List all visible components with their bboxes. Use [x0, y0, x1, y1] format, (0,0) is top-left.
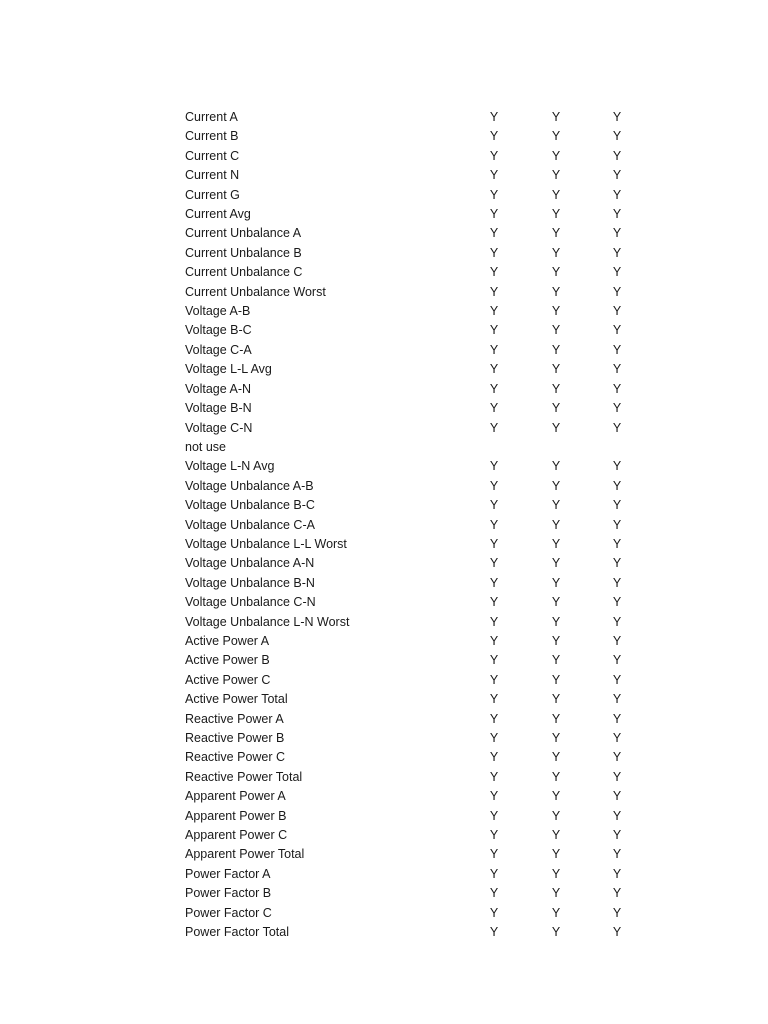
flag-column-1: Y: [489, 517, 499, 532]
measurement-label: Current Avg: [185, 207, 251, 222]
table-row: [185, 360, 645, 379]
flag-column-2: Y: [551, 556, 561, 571]
table-row: [185, 923, 645, 942]
table-row: [185, 457, 645, 476]
measurement-table: [185, 108, 645, 942]
flag-column-3: Y: [612, 886, 622, 901]
measurement-label: Current Unbalance Worst: [185, 284, 326, 299]
table-row: [185, 399, 645, 418]
table-row: [185, 205, 645, 224]
table-row: [185, 845, 645, 864]
measurement-label: Voltage Unbalance A-N: [185, 556, 315, 571]
flag-column-2: Y: [551, 187, 561, 202]
measurement-label: Current N: [185, 168, 240, 183]
measurement-label: Apparent Power Total: [185, 847, 305, 862]
table-row: [185, 748, 645, 767]
flag-column-3: Y: [612, 168, 622, 183]
flag-column-2: Y: [551, 653, 561, 668]
measurement-label: Current Unbalance C: [185, 265, 303, 280]
flag-column-2: Y: [551, 168, 561, 183]
measurement-label: Current B: [185, 129, 239, 144]
flag-column-3: Y: [612, 226, 622, 241]
flag-column-2: Y: [551, 110, 561, 124]
flag-column-3: Y: [612, 905, 622, 920]
flag-column-3: Y: [612, 575, 622, 590]
measurement-label: Reactive Power Total: [185, 769, 303, 784]
measurement-label: Current G: [185, 187, 240, 202]
flag-column-1: Y: [489, 692, 499, 707]
flag-column-1: Y: [489, 653, 499, 668]
measurement-label: Voltage A-N: [185, 381, 252, 396]
measurement-label: Voltage L-L Avg: [185, 362, 272, 377]
flag-column-1: Y: [489, 750, 499, 765]
measurement-label: Current Unbalance A: [185, 226, 302, 241]
flag-column-2: Y: [551, 245, 561, 260]
measurement-label: Voltage C-N: [185, 420, 253, 435]
measurement-label: Current Unbalance B: [185, 245, 302, 260]
flag-column-2: Y: [551, 614, 561, 629]
measurement-label: Active Power C: [185, 672, 271, 687]
flag-column-1: Y: [489, 925, 499, 940]
flag-column-2: Y: [551, 595, 561, 610]
flag-column-2: Y: [551, 536, 561, 551]
flag-column-1: Y: [489, 478, 499, 493]
flag-column-1: Y: [489, 245, 499, 260]
table-row: [185, 729, 645, 748]
table-row: [185, 147, 645, 166]
table-row: [185, 283, 645, 302]
measurement-label: Active Power B: [185, 653, 270, 668]
measurement-label: Power Factor B: [185, 886, 272, 901]
table-row: [185, 651, 645, 670]
flag-column-2: Y: [551, 847, 561, 862]
flag-column-2: Y: [551, 750, 561, 765]
flag-column-2: Y: [551, 575, 561, 590]
flag-column-3: Y: [612, 304, 622, 319]
table-row: [185, 496, 645, 515]
table-row: [185, 380, 645, 399]
flag-column-3: Y: [612, 110, 622, 124]
flag-column-2: Y: [551, 517, 561, 532]
measurement-label: Reactive Power A: [185, 711, 284, 726]
measurement-label: Apparent Power B: [185, 808, 287, 823]
flag-column-3: Y: [612, 517, 622, 532]
flag-column-1: Y: [489, 595, 499, 610]
flag-column-2: Y: [551, 342, 561, 357]
flag-column-1: Y: [489, 847, 499, 862]
flag-column-3: Y: [612, 129, 622, 144]
flag-column-3: Y: [612, 265, 622, 280]
measurement-label: Voltage C-A: [185, 342, 252, 357]
flag-column-1: Y: [489, 731, 499, 745]
table-row: [185, 263, 645, 282]
table-row: [185, 516, 645, 535]
flag-column-3: Y: [612, 789, 622, 804]
flag-column-1: Y: [489, 711, 499, 726]
flag-column-1: Y: [489, 672, 499, 687]
flag-column-1: Y: [489, 459, 499, 474]
flag-column-2: Y: [551, 808, 561, 823]
flag-column-2: Y: [551, 459, 561, 474]
flag-column-1: Y: [489, 498, 499, 513]
flag-column-3: Y: [612, 925, 622, 940]
flag-column-2: Y: [551, 401, 561, 416]
flag-column-2: Y: [551, 731, 561, 745]
measurement-label: Voltage B-N: [185, 401, 252, 416]
flag-column-3: Y: [612, 653, 622, 668]
flag-column-1: Y: [489, 828, 499, 843]
table-row: [185, 787, 645, 806]
flag-column-3: Y: [612, 245, 622, 260]
flag-column-3: Y: [612, 381, 622, 396]
flag-column-2: Y: [551, 478, 561, 493]
flag-column-2: Y: [551, 304, 561, 319]
flag-column-3: Y: [612, 148, 622, 163]
flag-column-3: Y: [612, 498, 622, 513]
flag-column-1: Y: [489, 304, 499, 319]
table-row: [185, 419, 645, 438]
flag-column-1: Y: [489, 769, 499, 784]
flag-column-1: Y: [489, 866, 499, 881]
flag-column-2: Y: [551, 866, 561, 881]
flag-column-2: Y: [551, 905, 561, 920]
measurement-label: Apparent Power A: [185, 789, 286, 804]
flag-column-2: Y: [551, 828, 561, 843]
flag-column-2: Y: [551, 226, 561, 241]
flag-column-1: Y: [489, 226, 499, 241]
flag-column-3: Y: [612, 459, 622, 474]
flag-column-3: Y: [612, 556, 622, 571]
flag-column-1: Y: [489, 556, 499, 571]
table-row: [185, 574, 645, 593]
measurement-label: Reactive Power C: [185, 750, 286, 765]
flag-column-2: Y: [551, 498, 561, 513]
measurement-label: Reactive Power B: [185, 731, 285, 745]
flag-column-1: Y: [489, 284, 499, 299]
measurement-label: Voltage Unbalance L-L Worst: [185, 536, 347, 551]
table-row: [185, 321, 645, 340]
table-row: [185, 807, 645, 826]
flag-column-1: Y: [489, 207, 499, 222]
flag-column-3: Y: [612, 420, 622, 435]
flag-column-2: Y: [551, 362, 561, 377]
flag-column-1: Y: [489, 168, 499, 183]
flag-column-2: Y: [551, 420, 561, 435]
flag-column-2: Y: [551, 148, 561, 163]
flag-column-1: Y: [489, 323, 499, 338]
flag-column-2: Y: [551, 789, 561, 804]
table-row: [185, 302, 645, 321]
flag-column-3: Y: [612, 614, 622, 629]
flag-column-1: Y: [489, 808, 499, 823]
flag-column-2: Y: [551, 381, 561, 396]
flag-column-1: Y: [489, 342, 499, 357]
flag-column-1: Y: [489, 381, 499, 396]
flag-column-2: Y: [551, 207, 561, 222]
flag-column-3: Y: [612, 731, 622, 745]
flag-column-3: Y: [612, 207, 622, 222]
table-row: [185, 186, 645, 205]
measurement-label: Power Factor Total: [185, 925, 289, 940]
measurement-label: Voltage B-C: [185, 323, 252, 338]
table-row: [185, 535, 645, 554]
measurement-label: Power Factor C: [185, 905, 272, 920]
flag-column-3: Y: [612, 284, 622, 299]
measurement-label: Voltage Unbalance C-A: [185, 517, 315, 532]
flag-column-1: Y: [489, 614, 499, 629]
table-row: [185, 224, 645, 243]
flag-column-2: Y: [551, 886, 561, 901]
table-row: [185, 108, 645, 127]
table-row: [185, 593, 645, 612]
measurement-label: Voltage Unbalance A-B: [185, 478, 314, 493]
measurement-label: Apparent Power C: [185, 828, 288, 843]
flag-column-1: Y: [489, 575, 499, 590]
flag-column-1: Y: [489, 633, 499, 648]
flag-column-1: Y: [489, 536, 499, 551]
measurement-label: not use: [185, 439, 227, 454]
flag-column-3: Y: [612, 866, 622, 881]
table-row: [185, 477, 645, 496]
table-row: [185, 341, 645, 360]
table-row: [185, 710, 645, 729]
flag-column-3: Y: [612, 769, 622, 784]
table-row: [185, 554, 645, 573]
flag-column-2: Y: [551, 284, 561, 299]
measurement-label: Current A: [185, 110, 238, 124]
flag-column-2: Y: [551, 925, 561, 940]
table-row: [185, 904, 645, 923]
measurement-label: Voltage Unbalance B-C: [185, 498, 315, 513]
table-row: [185, 826, 645, 845]
flag-column-3: Y: [612, 362, 622, 377]
flag-column-1: Y: [489, 401, 499, 416]
measurement-label: Current C: [185, 148, 240, 163]
flag-column-3: Y: [612, 323, 622, 338]
measurement-label: Active Power Total: [185, 692, 288, 707]
measurement-label: Voltage Unbalance B-N: [185, 575, 315, 590]
table-row: [185, 865, 645, 884]
flag-column-3: Y: [612, 750, 622, 765]
flag-column-2: Y: [551, 633, 561, 648]
flag-column-1: Y: [489, 420, 499, 435]
flag-column-2: Y: [551, 672, 561, 687]
table-row: [185, 438, 645, 457]
table-row: [185, 768, 645, 787]
flag-column-2: Y: [551, 769, 561, 784]
flag-column-1: Y: [489, 905, 499, 920]
flag-column-2: Y: [551, 129, 561, 144]
flag-column-1: Y: [489, 265, 499, 280]
measurement-label: Voltage A-B: [185, 304, 251, 319]
flag-column-3: Y: [612, 187, 622, 202]
flag-column-1: Y: [489, 886, 499, 901]
flag-column-3: Y: [612, 478, 622, 493]
table-row: [185, 884, 645, 903]
table-row: [185, 690, 645, 709]
table-row: [185, 244, 645, 263]
flag-column-3: Y: [612, 828, 622, 843]
flag-column-2: Y: [551, 711, 561, 726]
flag-column-1: Y: [489, 129, 499, 144]
flag-column-3: Y: [612, 711, 622, 726]
flag-column-3: Y: [612, 847, 622, 862]
measurement-label: Voltage Unbalance C-N: [185, 595, 316, 610]
table-row: [185, 613, 645, 632]
measurement-label: Voltage Unbalance L-N Worst: [185, 614, 350, 629]
measurement-label: Active Power A: [185, 633, 270, 648]
table-row: [185, 127, 645, 146]
flag-column-3: Y: [612, 633, 622, 648]
flag-column-3: Y: [612, 672, 622, 687]
flag-column-1: Y: [489, 789, 499, 804]
table-row: [185, 671, 645, 690]
measurement-label: Voltage L-N Avg: [185, 459, 275, 474]
flag-column-3: Y: [612, 808, 622, 823]
flag-column-3: Y: [612, 692, 622, 707]
flag-column-1: Y: [489, 187, 499, 202]
flag-column-2: Y: [551, 692, 561, 707]
flag-column-2: Y: [551, 323, 561, 338]
table-row: [185, 166, 645, 185]
table-row: [185, 632, 645, 651]
flag-column-2: Y: [551, 265, 561, 280]
flag-column-1: Y: [489, 362, 499, 377]
measurement-label: Power Factor A: [185, 866, 271, 881]
flag-column-1: Y: [489, 110, 499, 124]
flag-column-1: Y: [489, 148, 499, 163]
flag-column-3: Y: [612, 342, 622, 357]
flag-column-3: Y: [612, 401, 622, 416]
flag-column-3: Y: [612, 595, 622, 610]
flag-column-3: Y: [612, 536, 622, 551]
